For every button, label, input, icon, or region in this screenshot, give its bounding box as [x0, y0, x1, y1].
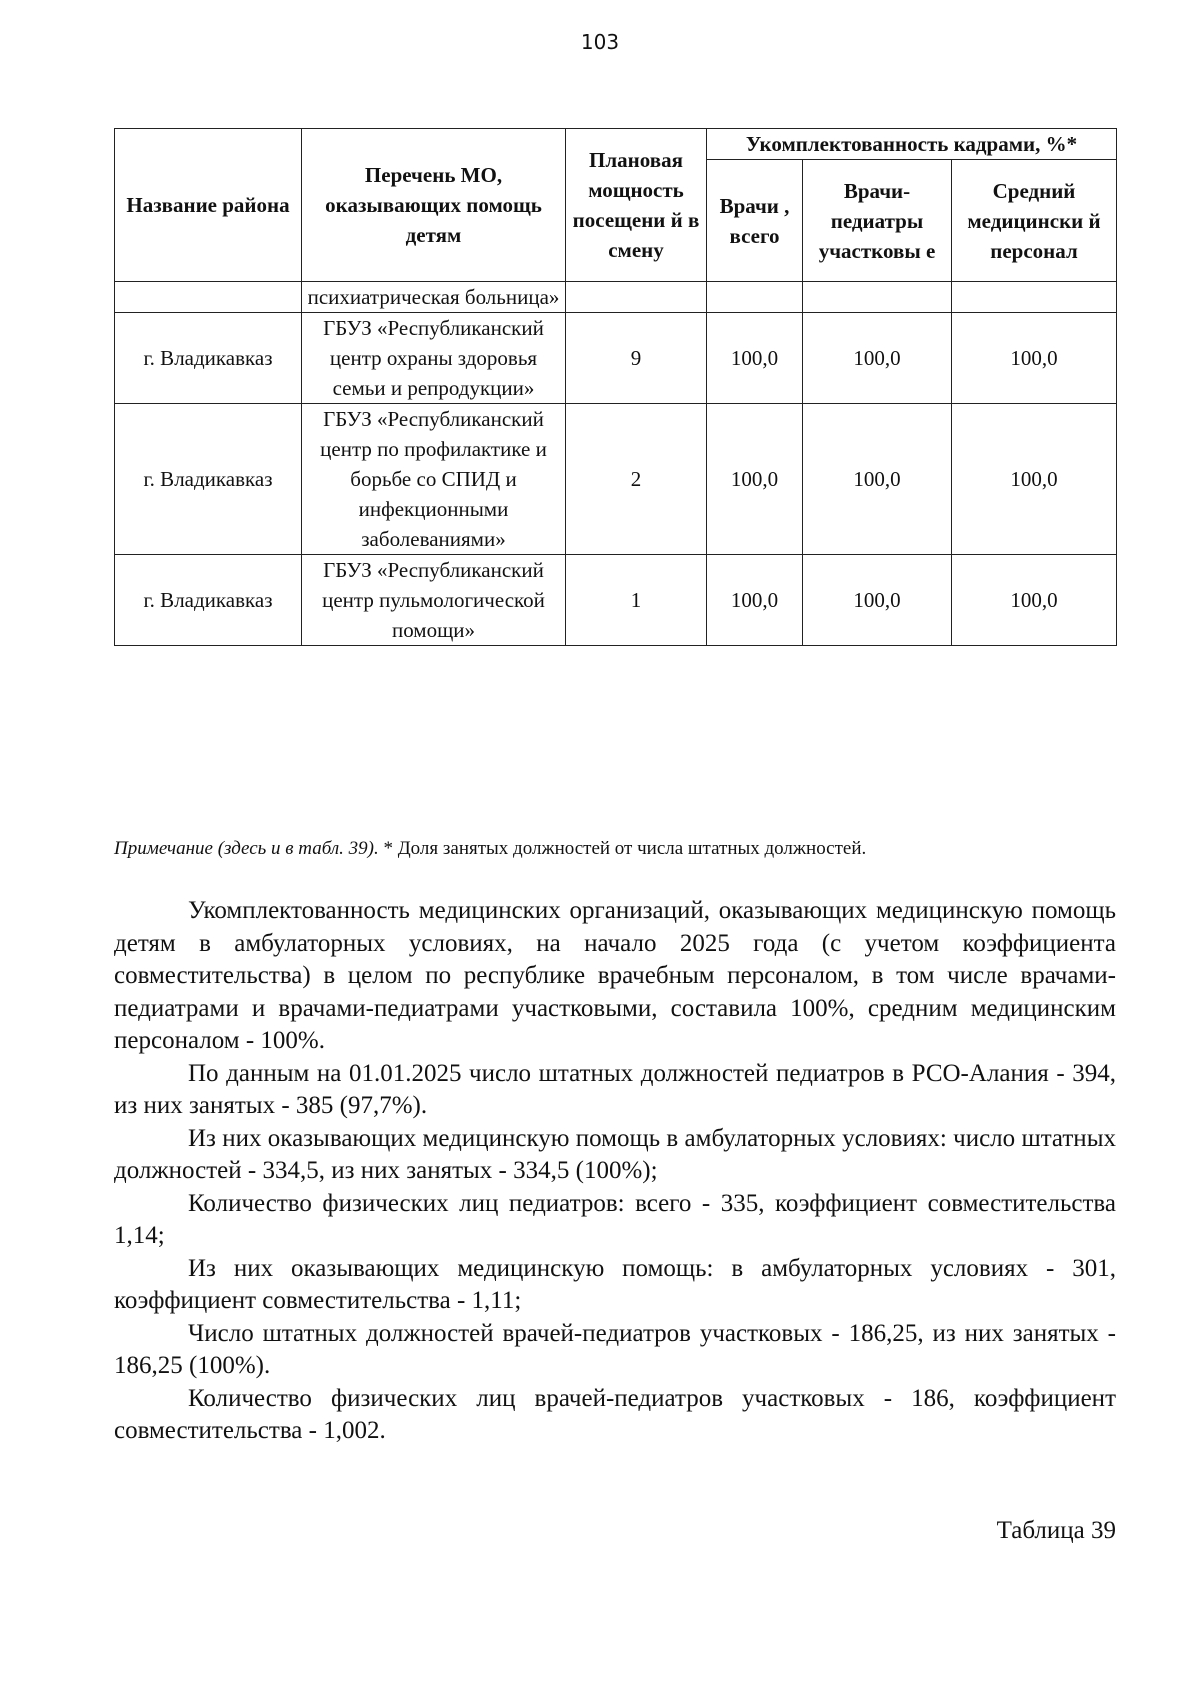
cell-mo: ГБУЗ «Республиканский центр пульмологической помощи»	[302, 555, 566, 646]
cell-district: г. Владикавказ	[115, 404, 302, 555]
cell-district: г. Владикавказ	[115, 555, 302, 646]
cell-capacity	[566, 282, 707, 313]
cell-doctors: 100,0	[707, 404, 803, 555]
header-doctors-total: Врачи , всего	[707, 160, 803, 282]
paragraph: Из них оказывающих медицинскую помощь в амбулаторных условиях: число штатных должностей - 334,5, из них занятых - 334,5 (100%);	[114, 1124, 1116, 1184]
table-row	[115, 555, 1117, 646]
header-district-pediatricians: Врачи-педиатры участковы е	[803, 160, 952, 282]
cell-mo: ГБУЗ «Республиканский центр по профилактике и борьбе со СПИД и инфекционными заболеваниями»	[302, 404, 566, 555]
note-text: * Доля занятых должностей от числа штатных должностей.	[378, 838, 867, 859]
next-table-caption: Таблица 39	[996, 1517, 1116, 1544]
paragraph: Количество физических лиц врачей-педиатров участковых - 186, коэффициент совместительства - 1,002.	[114, 1384, 1116, 1444]
cell-nurses: 100,0	[952, 404, 1117, 555]
cell-mo: ГБУЗ «Республиканский центр охраны здоровья семьи и репродукции»	[302, 313, 566, 404]
cell-doctors: 100,0	[707, 555, 803, 646]
staffing-table	[114, 128, 1117, 646]
body-text	[114, 895, 1116, 1448]
cell-doctors: 100,0	[707, 313, 803, 404]
cell-district: г. Владикавказ	[115, 313, 302, 404]
table-note	[114, 838, 1116, 860]
paragraph: Из них оказывающих медицинскую помощь: в амбулаторных условиях - 301, коэффициент совместительства - 1,11;	[114, 1254, 1116, 1314]
paragraph: По данным на 01.01.2025 число штатных должностей педиатров в РСО-Алания - 394, из них занятых - 385 (97,7%).	[114, 1059, 1116, 1119]
header-district: Название района	[115, 129, 302, 282]
cell-capacity: 9	[566, 313, 707, 404]
header-mo-list: Перечень МО, оказывающих помощь детям	[302, 129, 566, 282]
header-staffing-group: Укомплектованность кадрами, %*	[707, 129, 1117, 160]
paragraph: Число штатных должностей врачей-педиатров участковых - 186,25, из них занятых - 186,25 (100%).	[114, 1319, 1116, 1379]
cell-nurses: 100,0	[952, 313, 1117, 404]
cell-mo: психиатрическая больница»	[302, 282, 566, 313]
paragraph: Укомплектованность медицинских организаций, оказывающих медицинскую помощь детям в амбулаторных условиях, на начало 2025 года (с учетом коэффициента совместительства) в целом по республике врачебным персоналом, в том числе врачами-педиатрами и врачами-педиатрами участковыми, составила 100%, средним медицинским персоналом - 100%.	[114, 897, 1116, 1054]
note-label: Примечание (здесь и в табл. 39).	[114, 838, 379, 859]
header-nursing-staff: Средний медицински й персонал	[952, 160, 1117, 282]
table-row	[115, 313, 1117, 404]
header-capacity: Плановая мощность посещени й в смену	[566, 129, 707, 282]
cell-pediatricians: 100,0	[803, 313, 952, 404]
page-number: 103	[580, 30, 620, 54]
table-row-continuation	[115, 282, 1117, 313]
cell-pediatricians: 100,0	[803, 555, 952, 646]
cell-pediatricians: 100,0	[803, 404, 952, 555]
cell-capacity: 2	[566, 404, 707, 555]
cell-nurses	[952, 282, 1117, 313]
cell-pediatricians	[803, 282, 952, 313]
table-row	[115, 404, 1117, 555]
cell-capacity: 1	[566, 555, 707, 646]
cell-nurses: 100,0	[952, 555, 1117, 646]
paragraph: Количество физических лиц педиатров: всего - 335, коэффициент совместительства 1,14;	[114, 1189, 1116, 1249]
cell-doctors	[707, 282, 803, 313]
cell-district	[115, 282, 302, 313]
